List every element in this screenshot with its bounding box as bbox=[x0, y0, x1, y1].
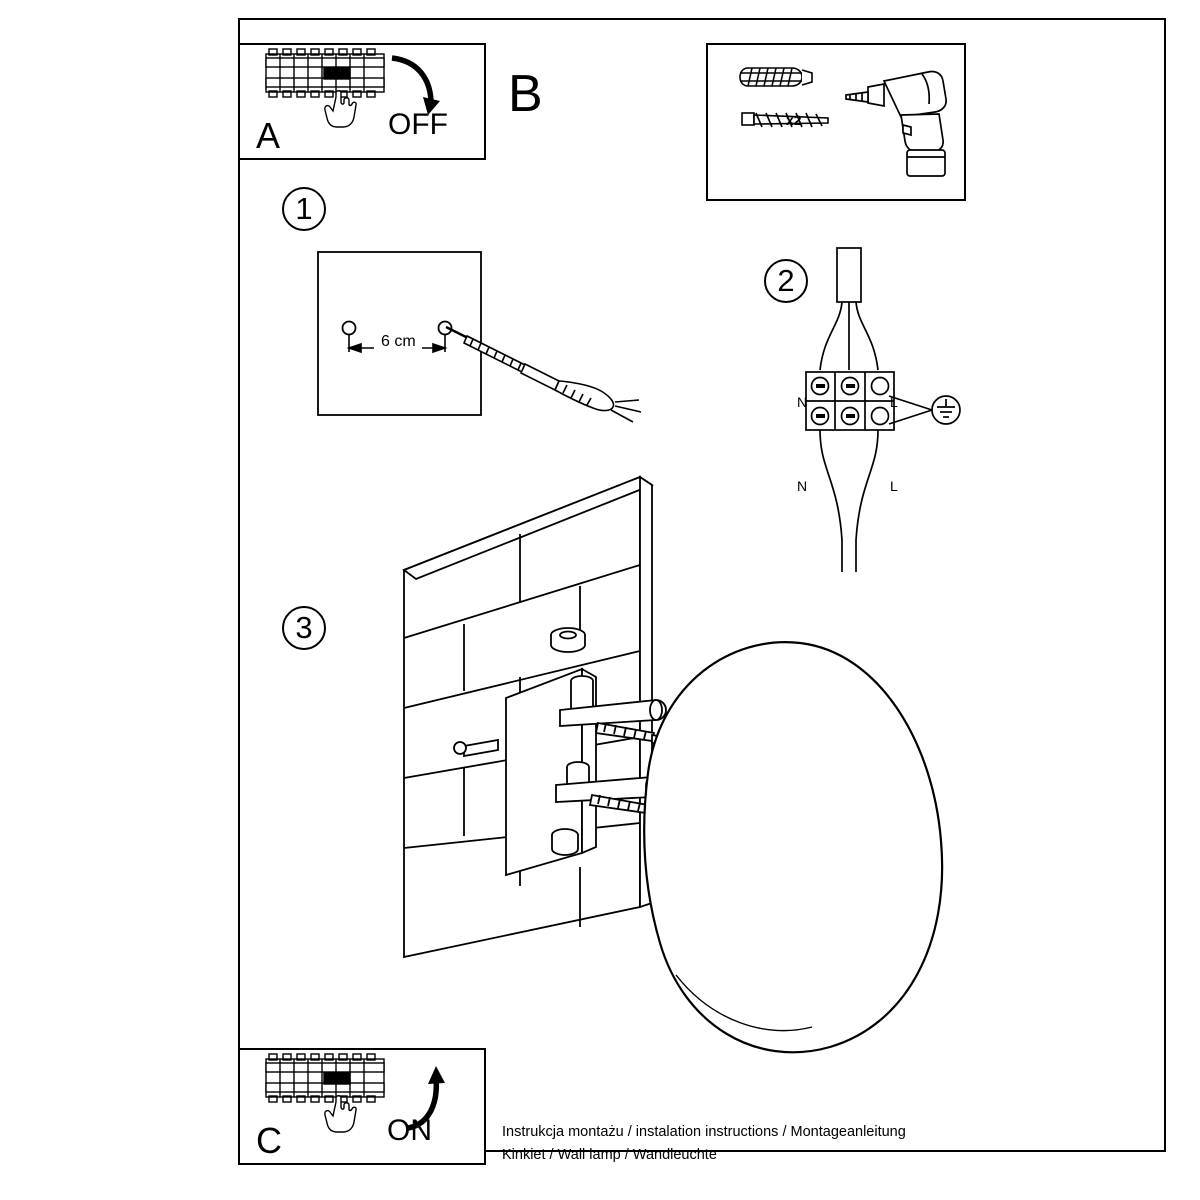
panel-a-action-label: OFF bbox=[388, 108, 448, 141]
step-2-number: 2 bbox=[764, 259, 808, 303]
earth-ground-icon bbox=[889, 396, 960, 424]
cable-icon bbox=[837, 248, 861, 302]
panel-b-letter: B bbox=[508, 65, 543, 123]
screw-icon bbox=[742, 113, 828, 127]
step-1-dimension-label: 6 cm bbox=[381, 333, 416, 350]
footer-line-1: Instrukcja montażu / instalation instructions / Montageanleitung bbox=[502, 1124, 906, 1140]
lamp-shade-icon bbox=[644, 642, 942, 1052]
panel-a-letter: A bbox=[256, 115, 281, 156]
drill-hole-marker-icon bbox=[343, 322, 356, 335]
panel-b-graphic bbox=[708, 45, 964, 199]
step-1-graphic bbox=[310, 240, 710, 430]
screw-with-plug-icon bbox=[446, 327, 641, 422]
step-3-number: 3 bbox=[282, 606, 326, 650]
wall-plug-icon bbox=[740, 68, 812, 86]
hand-pointing-icon bbox=[325, 91, 356, 127]
footer-line-2: Kinkiet / Wall lamp / Wandleuchte bbox=[502, 1147, 717, 1164]
panel-b-quantity-label: x2 bbox=[786, 112, 802, 128]
step-3-graphic bbox=[360, 455, 1000, 1065]
terminal-label-n-top: N bbox=[797, 394, 808, 410]
power-drill-icon bbox=[846, 71, 946, 176]
step-1-number: 1 bbox=[282, 187, 326, 231]
panel-c-letter: C bbox=[256, 1120, 282, 1161]
panel-b bbox=[706, 43, 966, 201]
terminal-label-l-bottom: L bbox=[890, 478, 898, 494]
terminal-label-l-top: L bbox=[890, 394, 898, 410]
hand-pointing-icon bbox=[325, 1096, 356, 1132]
panel-c-action-label: ON bbox=[387, 1114, 432, 1147]
curved-arrow-down-icon bbox=[392, 58, 440, 115]
terminal-label-n-bottom: N bbox=[797, 478, 808, 494]
terminal-block-icon bbox=[806, 372, 894, 430]
footer bbox=[502, 1121, 906, 1168]
